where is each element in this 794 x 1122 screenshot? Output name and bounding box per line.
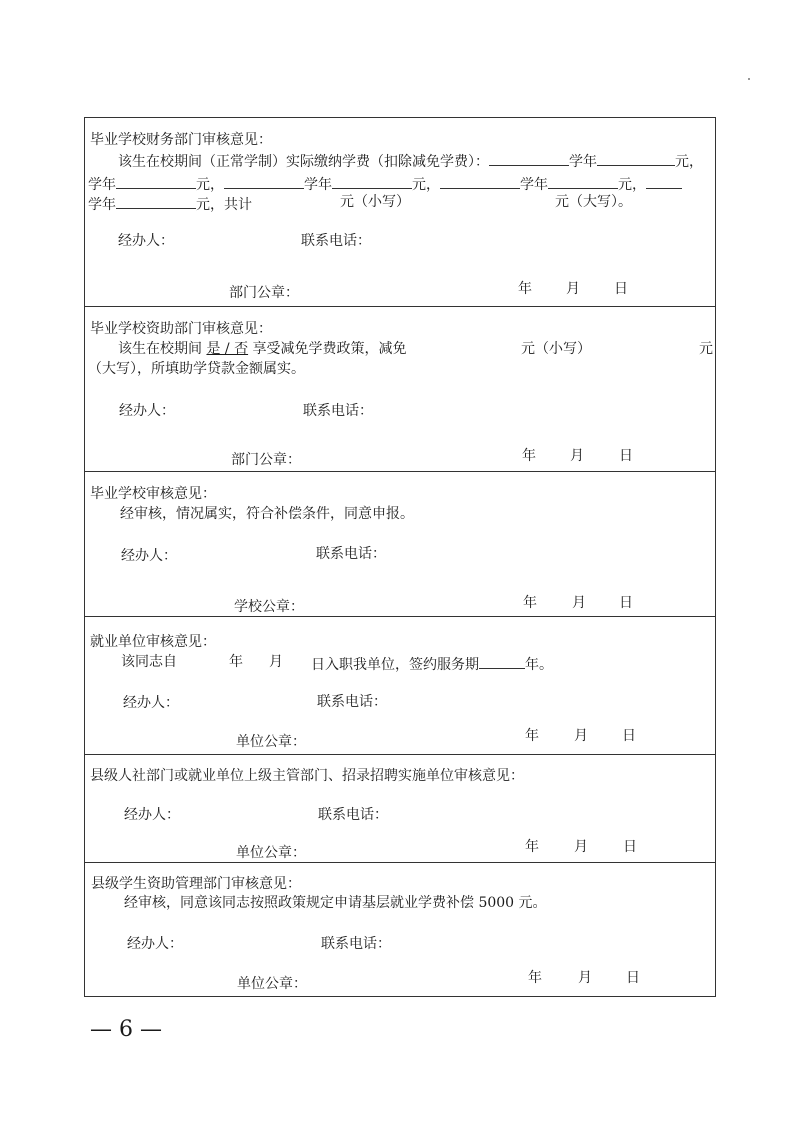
date-year: 年 (518, 281, 532, 297)
finance-dept-section (85, 118, 715, 307)
section-text: 经审核，同意该同志按照政策规定申请基层就业学费补偿 5000 元。 (124, 895, 547, 911)
phone-label: 联系电话： (316, 546, 386, 562)
text-fragment: 学年 (88, 177, 116, 193)
section-text: 经审核，情况属实，符合补偿条件，同意申报。 (120, 506, 414, 522)
date-year: 年 (525, 839, 539, 855)
phone-label: 联系电话： (303, 403, 373, 419)
text-fragment: 元， (675, 154, 703, 170)
section-text: （大写），所填助学贷款金额属实。 (88, 361, 305, 377)
date-day: 日 (623, 839, 637, 855)
blank-line[interactable] (479, 653, 525, 669)
date-day: 日 (614, 281, 628, 297)
page-number: — 6 — (90, 1017, 162, 1042)
blank-line[interactable] (224, 173, 304, 189)
text-fragment: 学年 (88, 197, 116, 213)
date-month: 月 (572, 595, 586, 611)
section-text (311, 653, 553, 674)
entry-year-label: 年 (229, 654, 243, 670)
review-form-table (84, 117, 716, 997)
section-text (88, 193, 252, 214)
blank-line[interactable] (440, 173, 520, 189)
handler-label: 经办人： (118, 233, 174, 249)
text-fragment: 年。 (525, 657, 553, 673)
text-fragment: 日入职我单位，签约服务期 (311, 657, 479, 673)
date-month: 月 (570, 448, 584, 464)
handler-label: 经办人： (124, 807, 180, 823)
blank-line[interactable] (548, 173, 618, 189)
seal-label: 单位公章： (236, 845, 306, 861)
section-title: 毕业学校财务部门审核意见： (90, 132, 272, 148)
text-fragment: 学年 (569, 154, 597, 170)
date-day: 日 (619, 595, 633, 611)
date-month: 月 (574, 839, 588, 855)
seal-label: 部门公章： (229, 285, 299, 301)
date-day: 日 (626, 970, 640, 986)
section-text (118, 340, 407, 358)
section-text (88, 173, 682, 194)
section-title: 就业单位审核意见： (90, 634, 216, 650)
scan-speck (748, 78, 750, 80)
date-day: 日 (619, 448, 633, 464)
text-fragment: 元， (196, 177, 224, 193)
section-title: 县级人社部门或就业单位上级主管部门、招录招聘实施单位审核意见： (90, 768, 524, 784)
school-review-section (85, 472, 715, 617)
date-month: 月 (578, 970, 592, 986)
seal-label: 部门公章： (231, 452, 301, 468)
seal-label: 单位公章： (236, 734, 306, 750)
date-year: 年 (528, 970, 542, 986)
text-fragment: 享受减免学费政策，减免 (252, 341, 407, 357)
handler-label: 经办人： (119, 403, 175, 419)
section-title: 毕业学校资助部门审核意见： (90, 321, 272, 337)
aid-dept-section (85, 307, 715, 472)
phone-label: 联系电话： (317, 694, 387, 710)
text-fragment: 该生在校期间（正常学制）实际缴纳学费（扣除减免学费）： (118, 154, 489, 170)
section-title: 毕业学校审核意见： (90, 486, 216, 502)
blank-line[interactable] (332, 173, 412, 189)
small-amount-label: 元（小写） (521, 341, 591, 357)
blank-line[interactable] (116, 193, 196, 209)
date-month: 月 (574, 728, 588, 744)
seal-label: 单位公章： (237, 976, 307, 992)
big-amount-label: 元（大写）。 (555, 194, 632, 210)
phone-label: 联系电话： (321, 936, 391, 952)
entry-month-label: 月 (269, 654, 283, 670)
handler-label: 经办人： (121, 548, 177, 564)
text-fragment: 学年 (520, 177, 548, 193)
blank-line[interactable] (646, 173, 682, 189)
date-year: 年 (522, 448, 536, 464)
date-month: 月 (566, 281, 580, 297)
small-amount-label: 元（小写） (340, 194, 410, 210)
text-fragment: 元， (412, 177, 440, 193)
phone-label: 联系电话： (301, 233, 371, 249)
county-hr-section (85, 755, 715, 863)
seal-label: 学校公章： (234, 599, 304, 615)
date-year: 年 (525, 728, 539, 744)
text-fragment: 元，共计 (196, 197, 252, 213)
employer-section (85, 617, 715, 755)
yes-no-choice[interactable]: 是 / 否 (206, 341, 249, 357)
handler-label: 经办人： (127, 936, 183, 952)
blank-line[interactable] (597, 150, 675, 166)
phone-label: 联系电话： (318, 807, 388, 823)
blank-line[interactable] (116, 173, 196, 189)
section-title: 县级学生资助管理部门审核意见： (91, 876, 301, 892)
text-fragment: 学年 (304, 177, 332, 193)
text-fragment: 元， (618, 177, 646, 193)
date-day: 日 (622, 728, 636, 744)
section-text (118, 150, 703, 171)
text-fragment: 该生在校期间 (118, 341, 202, 357)
date-year: 年 (523, 595, 537, 611)
yuan-label: 元 (699, 341, 713, 357)
county-aid-section (85, 863, 715, 996)
blank-line[interactable] (489, 150, 569, 166)
section-text: 该同志自 (121, 654, 177, 670)
handler-label: 经办人： (123, 695, 179, 711)
